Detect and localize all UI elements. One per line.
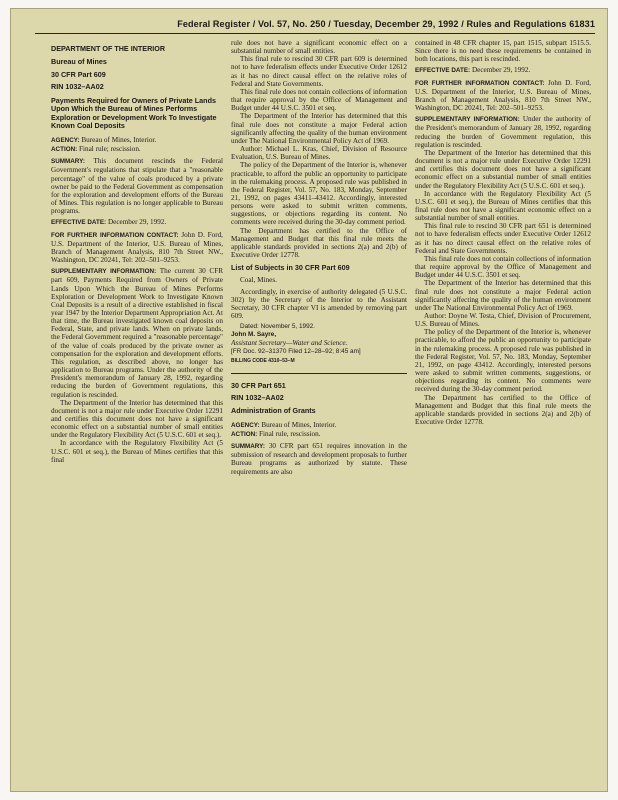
rule-title: Administration of Grants: [231, 406, 316, 416]
agency-heading: DEPARTMENT OF THE INTERIOR: [51, 44, 166, 53]
action-text: Final rule; rescission.: [79, 145, 141, 154]
supplementary-paragraph: [51, 267, 223, 399]
body-paragraph: rule does not have a significant economic effect on a substantial number of small entities.: [231, 39, 407, 56]
effective-date-label: EFFECTIVE DATE:: [51, 219, 107, 227]
running-head: Federal Register / Vol. 57, No. 250 / Tuesday, December 29, 1992 / Rules and Regulations 61831: [35, 19, 595, 34]
body-paragraph: The Department of the Interior has determined that this document is not a major rule under Executive Order 12291 and certifies this document does not have a significant economic effect on a substantial number of small entities under the Regulatory Flexibility Act (5 U.S.C. 601 et seq.).: [51, 398, 223, 440]
summary-text: 30 CFR part 651 requires innovation in the submission of research and development proposals to further Bureau programs as authorized by statute. These requirements are also: [231, 442, 407, 476]
rin-number: RIN 1032–AA02: [231, 393, 284, 403]
agency-text: Bureau of Mines, Interior.: [261, 420, 337, 429]
effective-date-line: [51, 218, 223, 227]
body-paragraph: This final rule does not contain collections of information that require approval by the Office of Management and Budget under 44 U.S.C. 3501 et seq.: [415, 254, 591, 280]
body-paragraph: The Department of the Interior has determined that this final rule does not constitute a major Federal action significantly affecting the quality of the human environment under The National Environmental Policy Act of 1969.: [415, 279, 591, 312]
action-label: ACTION:: [231, 431, 258, 438]
supplementary-paragraph: [415, 115, 591, 149]
body-paragraph: The policy of the Department of the Interior is, whenever practicable, to afford the public an opportunity to participate in the rulemaking process. A proposed rule was published in the Federal Register, Vol. 57, No. 183, Monday, September 21, 1992, on page 43412. Accordingly, interested persons were asked to submit written comments, suggestions, or objections regarding its content. No comments were received during the 30-day comment period.: [415, 328, 591, 394]
subjects-item: Coal, Mines.: [240, 276, 277, 285]
agency-text: Bureau of Mines, Interior.: [81, 136, 157, 144]
body-paragraph: This final rule does not contain collections of information that require approval by the Office of Management and Budget under 44 U.S.C. 3501 et seq.: [231, 87, 407, 113]
effective-date-label: EFFECTIVE DATE:: [415, 67, 471, 75]
fr-doc-line: [FR Doc. 92–31370 Filed 12–28–92; 8:45 am]: [231, 347, 361, 355]
body-paragraph: The Department of the Interior has determined that this final rule does not constitute a major Federal action significantly affecting the quality of the human environment under The National Environmental Policy Act of 1969.: [231, 112, 407, 145]
contact-text: John D. Ford, U.S. Department of the Interior, U.S. Bureau of Mines, Branch of Management Analysis, 810 7th Street NW., Washington, DC 20241, Tel: 202–501–9253.: [415, 78, 591, 113]
agency-line: [231, 421, 407, 430]
author-paragraph: Author: Michael L. Kras, Chief, Division of Resource Evaluation, U.S. Bureau of Mines.: [231, 145, 407, 162]
supplementary-label: SUPPLEMENTARY INFORMATION:: [51, 268, 157, 276]
body-paragraph: Accordingly, in exercise of authority delegated (5 U.S.C. 302) by the Secretary of the Interior to the Assistant Secretary, 30 CFR chapter VI is amended by removing part 609.: [231, 287, 407, 320]
agency-label: AGENCY:: [231, 421, 260, 429]
rule-title: Payments Required for Owners of Private Lands Upon Which the Bureau of Mines Performs Exploration or Development Work To Investigate Known Coal Deposits: [51, 95, 217, 131]
body-paragraph: This final rule to rescind 30 CFR part 609 is determined not to have federalism effects under Executive Order 12612 as it has no direct causal effect on the relative roles of Federal and State Governments.: [231, 55, 407, 88]
cfr-part-heading: 30 CFR Part 609: [51, 70, 106, 80]
contact-label: FOR FURTHER INFORMATION CONTACT:: [51, 231, 179, 239]
body-paragraph: The policy of the Department of the Interior is, whenever practicable, to afford the public an opportunity to participate in the rulemaking process. A proposed rule was published in the Federal Register, Vol. 57, No. 183, Monday, September 21, 1992, on pages 43411–43412. Accordingly, interested persons were asked to submit written comments, suggestions, or objections regarding its content. No comments were received during the 30-day comment period.: [231, 161, 407, 227]
effective-date-line: [415, 66, 591, 75]
action-text: Final rule, rescission.: [259, 430, 321, 438]
supplementary-label: SUPPLEMENTARY INFORMATION:: [415, 116, 520, 124]
summary-paragraph: [231, 442, 407, 476]
contact-label: FOR FURTHER INFORMATION CONTACT:: [415, 79, 545, 87]
signer-title: Assistant Secretary—Water and Science.: [231, 339, 348, 348]
document-page: [10, 8, 608, 792]
summary-text: This document rescinds the Federal Government's regulations that stipulate that a "reasonable percentage" of the value of coals produced by a private owner be paid to the Federal Government as compensation for the exploration and development efforts of the Bureau of Mines. This regulation is no longer applicable to Bureau programs.: [51, 157, 223, 216]
section-divider: [231, 373, 407, 374]
author-paragraph: Author: Doyne W. Testa, Chief, Division of Procurement, U.S. Bureau of Mines.: [415, 312, 591, 329]
column-2: [231, 39, 407, 781]
body-paragraph: The Department has certified to the Office of Management and Budget that this final rule meets the applicable standards provided in sections 2(a) and 2(b) of Executive Order 12778.: [231, 226, 407, 260]
supplementary-text: The current 30 CFR part 609, Payments Required from Owners of Private Lands Upon Which the Bureau of Mines Performs Exploration or Development Work to Investigate Known Coal Deposits is a result of a directive established in fiscal year 1947 by the Interior Department Appropriation Act. At that time, the Bureau investigated known coal deposits on Federal, State, and private lands. When on private lands, the Federal Government required a "reasonable percentage" of the value of coals produced by the private owner as compensation for the exploration and development efforts. This regulation, as described above, no longer has application to Bureau programs. Under the authority of the President's memorandum of January 28, 1992, regarding reducing the burden of Government regulations, this regulation is rescinded.: [51, 267, 223, 399]
summary-label: SUMMARY:: [231, 443, 265, 451]
body-paragraph: The Department has certified to the Office of Management and Budget that this final rule meets the applicable standards provided in sections 2(a) and 2(b) of Executive Order 12778.: [415, 393, 591, 427]
action-label: ACTION:: [51, 146, 78, 154]
action-line: [231, 430, 407, 439]
body-paragraph: In accordance with the Regulatory Flexibility Act (5 U.S.C. 601 et seq.), the Bureau of Mines certifies that this final rule does not have a significant economic effect on a substantial number of small entities.: [415, 189, 591, 223]
effective-date-text: December 29, 1992.: [107, 218, 167, 227]
agency-label: AGENCY:: [51, 137, 80, 144]
contact-paragraph: [415, 79, 591, 113]
contact-paragraph: [51, 231, 223, 265]
contact-text: John D. Ford, U.S. Department of the Interior, U.S. Bureau of Mines, Branch of Management Analysis, 810 7th Street NW., Washington, DC 20241, Tel: 202–501–9253.: [51, 230, 223, 265]
effective-date-text: December 29, 1992.: [471, 66, 531, 75]
text-columns: [51, 39, 593, 781]
bureau-heading: Bureau of Mines: [51, 57, 107, 67]
summary-label: SUMMARY:: [51, 158, 85, 166]
rin-number: RIN 1032–AA02: [51, 82, 104, 92]
action-line: [51, 145, 223, 154]
body-paragraph: contained in 48 CFR chapter 15, part 1515, subpart 1515.5. Since there is no need these requirements be contained in both locations, this part is rescinded.: [415, 39, 591, 64]
agency-line: [51, 136, 223, 145]
signer-name: John M. Sayre,: [231, 331, 277, 339]
cfr-part-heading: 30 CFR Part 651: [231, 380, 286, 390]
column-1: [51, 39, 223, 781]
dated-line: Dated: November 5, 1992.: [240, 323, 315, 331]
body-paragraph: In accordance with the Regulatory Flexibility Act (5 U.S.C. 601 et seq.), the Bureau of Mines certifies that this final: [51, 439, 223, 464]
body-paragraph: The Department of the Interior has determined that this document is not a major rule under Executive Order 12291 and certifies this document does not have a significant economic effect on a substantial number of small entities under the Regulatory Flexibility Act (5 U.S.C. 601 et seq.).: [415, 148, 591, 190]
summary-paragraph: [51, 157, 223, 215]
subjects-heading: List of Subjects in 30 CFR Part 609: [231, 263, 350, 273]
billing-code: BILLING CODE 4310–53–M: [231, 357, 295, 364]
supplementary-text: Under the authority of the President's memorandum of January 28, 1992, regarding reducing the burden of Government regulation, this regulation is rescinded.: [415, 115, 591, 149]
column-3: [415, 39, 591, 781]
body-paragraph: This final rule to rescind 30 CFR part 651 is determined not to have federalism effects under Executive Order 12612 as it has no direct causal effect on the relative roles of Federal and State Governments.: [415, 222, 591, 255]
